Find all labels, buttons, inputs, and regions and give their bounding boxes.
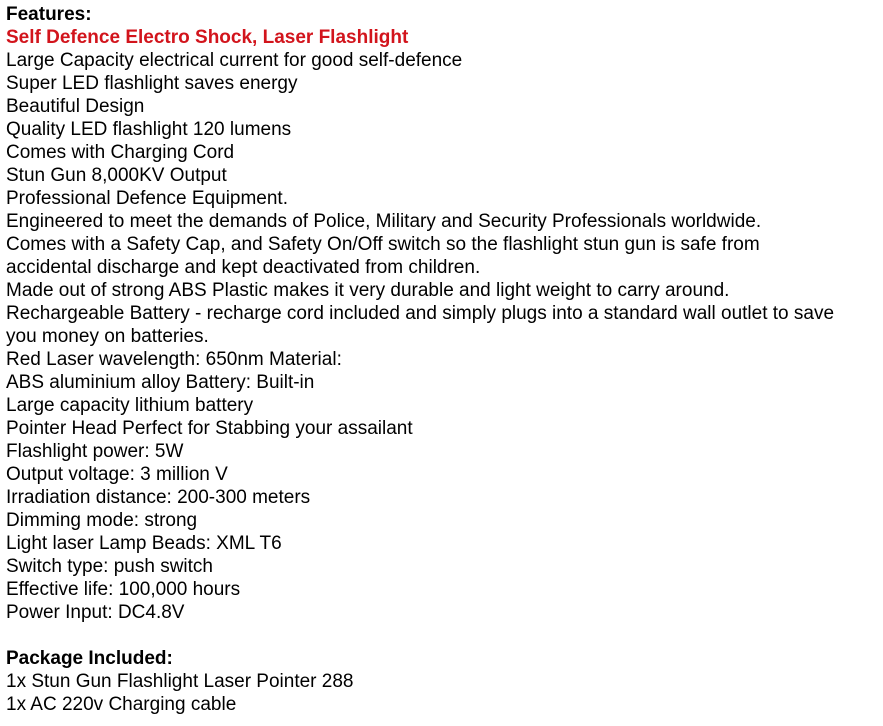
features-heading: Features: — [6, 4, 92, 25]
section-spacer — [6, 624, 834, 647]
spec-line: Red Laser wavelength: 650nm Material: — [6, 349, 342, 370]
package-item: 1x AC 220v Charging cable — [6, 694, 237, 715]
package-item: 1x Stun Gun Flashlight Laser Pointer 288 — [6, 671, 354, 692]
spec-line: Irradiation distance: 200-300 meters — [6, 487, 311, 508]
package-heading: Package Included: — [6, 648, 173, 669]
feature-line: accidental discharge and kept deactivated from children. — [6, 257, 481, 278]
spec-line: Pointer Head Perfect for Stabbing your assailant — [6, 418, 413, 439]
feature-line: Stun Gun 8,000KV Output — [6, 165, 227, 186]
feature-line: Engineered to meet the demands of Police, Military and Security Professionals worldwide. — [6, 211, 762, 232]
feature-line: Beautiful Design — [6, 96, 145, 117]
features-subheading: Self Defence Electro Shock, Laser Flashlight — [6, 27, 409, 48]
feature-line: Large Capacity electrical current for good self-defence — [6, 50, 463, 71]
feature-line: Comes with Charging Cord — [6, 142, 235, 163]
spec-line: Light laser Lamp Beads: XML T6 — [6, 533, 282, 554]
spec-line: ABS aluminium alloy Battery: Built-in — [6, 372, 315, 393]
feature-line: Quality LED flashlight 120 lumens — [6, 119, 292, 140]
feature-line: Comes with a Safety Cap, and Safety On/Off switch so the flashlight stun gun is safe from — [6, 234, 760, 255]
feature-line: Super LED flashlight saves energy — [6, 73, 298, 94]
product-description — [6, 3, 834, 716]
spec-line: Power Input: DC4.8V — [6, 602, 185, 623]
spec-line: Large capacity lithium battery — [6, 395, 254, 416]
package-section — [6, 647, 834, 716]
spec-line: Flashlight power: 5W — [6, 441, 184, 462]
spec-line: Dimming mode: strong — [6, 510, 198, 531]
spec-line: Output voltage: 3 million V — [6, 464, 228, 485]
feature-line: Rechargeable Battery - recharge cord included and simply plugs into a standard wall outlet to save — [6, 303, 835, 324]
feature-line: Professional Defence Equipment. — [6, 188, 288, 209]
spec-line: Switch type: push switch — [6, 556, 213, 577]
feature-line: Made out of strong ABS Plastic makes it very durable and light weight to carry around. — [6, 280, 730, 301]
feature-line: you money on batteries. — [6, 326, 209, 347]
features-section — [6, 3, 834, 624]
spec-line: Effective life: 100,000 hours — [6, 579, 241, 600]
